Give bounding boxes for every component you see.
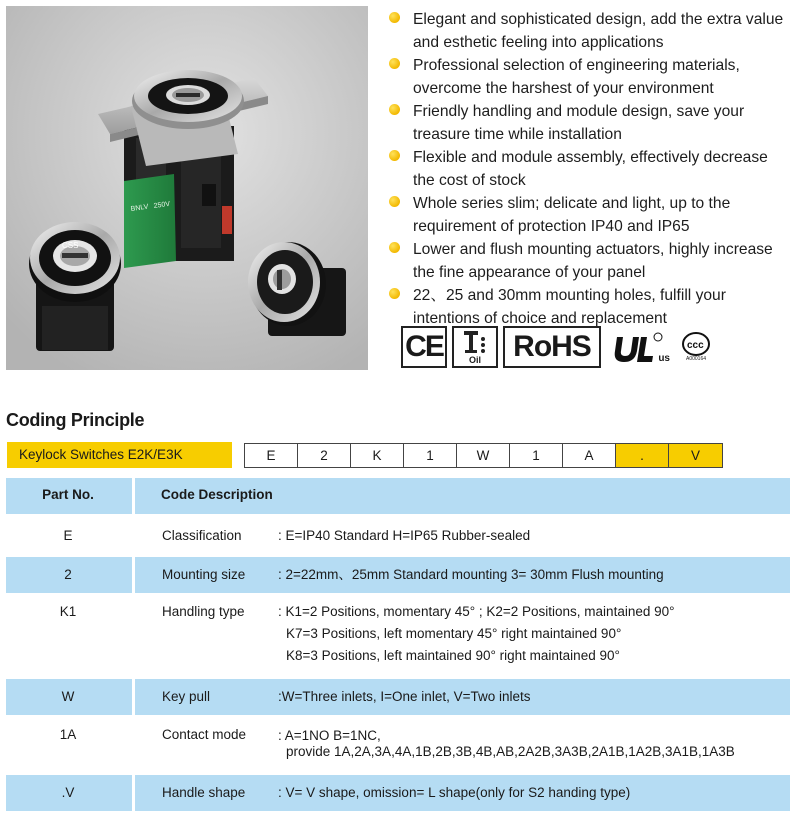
rohs-label: RoHS bbox=[513, 330, 591, 363]
bullet-icon bbox=[389, 242, 400, 253]
code-box: K bbox=[351, 444, 404, 467]
table-row bbox=[6, 679, 790, 715]
ccc-ring-icon bbox=[682, 332, 710, 356]
oil-resistant-icon bbox=[452, 326, 498, 368]
feature-item bbox=[389, 238, 789, 284]
feature-text: Flexible and module assembly, effectively decrease the cost of stock bbox=[413, 149, 768, 189]
certification-logos bbox=[401, 326, 720, 368]
code-box: 1 bbox=[510, 444, 563, 467]
ul-listed-icon bbox=[606, 326, 672, 368]
key-cap-label: CSS bbox=[62, 241, 79, 250]
table-row bbox=[6, 596, 790, 676]
code-box: A bbox=[563, 444, 616, 467]
row-desc: : 2=22mm、25mm Standard mounting 3= 30mm Flush mounting bbox=[278, 567, 664, 582]
table-header bbox=[6, 478, 790, 514]
terminal-rating: 250V bbox=[153, 200, 171, 210]
row-desc: : E=IP40 Standard H=IP65 Rubber-sealed bbox=[278, 528, 531, 543]
table-row bbox=[6, 518, 790, 554]
row-part: W bbox=[61, 689, 75, 704]
feature-text: Whole series slim; delicate and light, up to the requirement of protection IP40 and IP65 bbox=[413, 195, 731, 235]
code-box: 1 bbox=[404, 444, 457, 467]
code-box: W bbox=[457, 444, 510, 467]
feature-item bbox=[389, 146, 789, 192]
ul-us-label: us bbox=[658, 353, 670, 364]
bullet-icon bbox=[389, 58, 400, 69]
feature-item bbox=[389, 8, 789, 54]
bullet-icon bbox=[389, 150, 400, 161]
feature-item bbox=[389, 284, 789, 330]
product-photo bbox=[6, 6, 368, 370]
keylock-switch-illustration bbox=[6, 6, 368, 370]
feature-text: Friendly handling and module design, save your treasure time while installation bbox=[413, 103, 745, 143]
feature-text: Elegant and sophisticated design, add the extra value and esthetic feeling into applications bbox=[413, 11, 784, 51]
code-box-optional: V bbox=[669, 444, 722, 467]
row-desc: : V= V shape, omission= L shape(only for S2 handing type) bbox=[278, 785, 631, 800]
feature-item bbox=[389, 192, 789, 238]
table-row bbox=[6, 557, 790, 593]
feature-text: Professional selection of engineering materials, overcome the harshest of your environment bbox=[413, 57, 740, 97]
ce-label: CE bbox=[405, 330, 443, 363]
row-name: Mounting size bbox=[162, 567, 246, 582]
feature-list bbox=[389, 8, 789, 330]
ccc-code: A000164 bbox=[685, 356, 707, 362]
terminal-label: BNLV bbox=[130, 203, 149, 213]
header-code-description: Code Description bbox=[161, 487, 273, 502]
feature-text: 22、25 and 30mm mounting holes, fulfill your intentions of choice and replacement bbox=[413, 287, 726, 327]
row-name: Handling type bbox=[162, 604, 245, 619]
code-box: 2 bbox=[298, 444, 351, 467]
row-part: E bbox=[63, 528, 73, 543]
row-name: Classification bbox=[162, 528, 242, 543]
rohs-icon bbox=[503, 326, 601, 368]
row-name: Key pull bbox=[162, 689, 211, 704]
oil-drip-icon bbox=[460, 329, 490, 355]
bullet-icon bbox=[389, 196, 400, 207]
coding-table bbox=[6, 478, 790, 811]
ccc-mark-icon bbox=[677, 326, 715, 368]
bullet-icon bbox=[389, 12, 400, 23]
row-part: 2 bbox=[64, 567, 72, 582]
product-name-label: Keylock Switches E2K/E3K bbox=[7, 442, 232, 468]
table-row bbox=[6, 718, 790, 772]
row-desc: :W=Three inlets, I=One inlet, V=Two inlets bbox=[278, 689, 531, 704]
feature-item bbox=[389, 100, 789, 146]
row-part: .V bbox=[61, 785, 75, 800]
code-box-optional: . bbox=[616, 444, 669, 467]
ce-mark-icon bbox=[401, 326, 447, 368]
row-name: Handle shape bbox=[162, 785, 246, 800]
row-desc: : A=1NO B=1NC, provide 1A,2A,3A,4A,1B,2B,3B,4B,AB,2A2B,3A3B,2A1B,1A2B,3A1B,1A3B bbox=[278, 728, 735, 759]
bullet-icon bbox=[389, 288, 400, 299]
row-name: Contact mode bbox=[162, 727, 247, 742]
row-part: 1A bbox=[59, 727, 77, 742]
key-switch-left bbox=[29, 222, 121, 351]
row-part: K1 bbox=[59, 604, 77, 619]
table-row bbox=[6, 775, 790, 811]
feature-item bbox=[389, 54, 789, 100]
code-box: E bbox=[245, 444, 298, 467]
header-part-no: Part No. bbox=[42, 487, 94, 502]
row-desc: : K1=2 Positions, momentary 45° ; K2=2 Positions, maintained 90° K7=3 Positions, left momentary 45° right maintained 90° K8=3 Positions, left maintained 90° right maintained 90° bbox=[278, 604, 675, 663]
bullet-icon bbox=[389, 104, 400, 115]
feature-text: Lower and flush mounting actuators, highly increase the fine appearance of your panel bbox=[413, 241, 773, 281]
svg-text:ccc: ccc bbox=[687, 340, 704, 351]
oil-label: Oil bbox=[468, 355, 481, 365]
section-title: Coding Principle bbox=[6, 410, 145, 430]
code-sequence bbox=[244, 443, 723, 468]
